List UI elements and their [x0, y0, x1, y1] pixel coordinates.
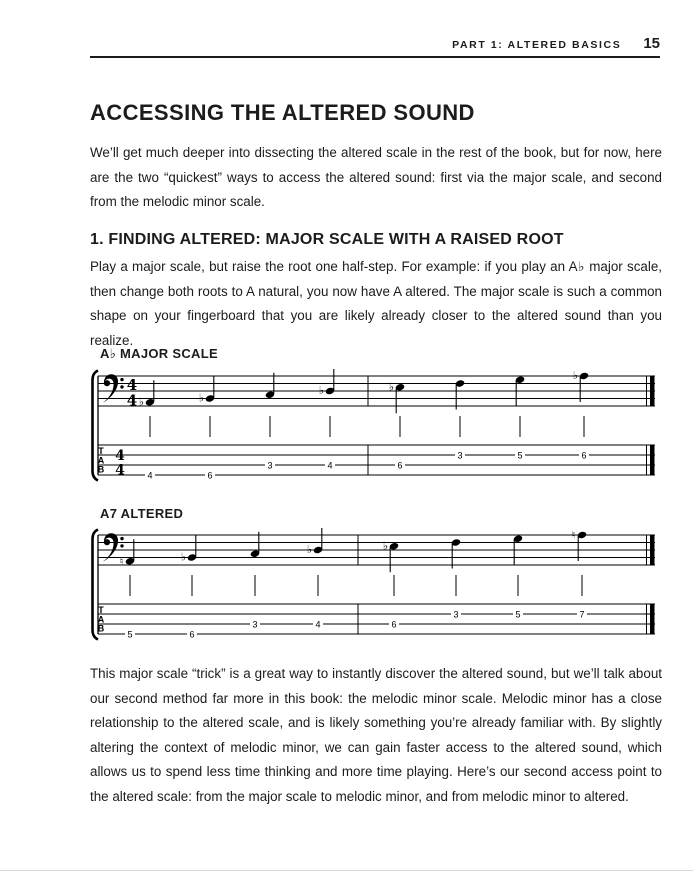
svg-text:5: 5 — [517, 450, 523, 461]
svg-text:♮: ♮ — [571, 530, 576, 541]
section-paragraph: Play a major scale, but raise the root one half-step. For example: if you play an A♭ major scale, then change both roots to A natural, you now have A altered. The major scale is such a common shape on your fingerboard that you are likely already closer to the altered sound than you realize. — [90, 259, 662, 348]
section-heading: 1. FINDING ALTERED: MAJOR SCALE WITH A RAISED ROOT — [90, 231, 564, 248]
example-label-ab-major-scale: A♭ MAJOR SCALE — [100, 346, 218, 361]
svg-text:B: B — [97, 623, 105, 634]
svg-text:A: A — [97, 455, 105, 466]
svg-text:A: A — [97, 614, 105, 625]
svg-text:♭: ♭ — [180, 550, 187, 564]
example-label-a7-altered: A7 ALTERED — [100, 506, 184, 521]
svg-text:♭: ♭ — [388, 380, 395, 394]
svg-text:T: T — [98, 605, 104, 615]
svg-text:4: 4 — [315, 619, 321, 630]
svg-text:6: 6 — [391, 619, 397, 630]
running-header — [90, 35, 660, 52]
svg-text:♭: ♭ — [572, 369, 579, 382]
music-system-ab-major-scale — [90, 368, 660, 483]
svg-text:6: 6 — [397, 460, 403, 471]
svg-text:B: B — [97, 464, 105, 475]
svg-text:♭: ♭ — [382, 539, 389, 553]
page-title: ACCESSING THE ALTERED SOUND — [90, 100, 475, 125]
svg-text:6: 6 — [207, 470, 213, 481]
header-rule — [90, 56, 660, 58]
intro-paragraph: We’ll get much deeper into dissecting the altered scale in the rest of the book, but for now, here are the two “quickest” ways to access the altered sound: first via the major scale, and second from the melodic minor scale. — [90, 145, 662, 209]
svg-text:♭: ♭ — [318, 384, 325, 397]
svg-text:3: 3 — [267, 460, 273, 471]
svg-text:4: 4 — [115, 448, 125, 464]
svg-text:3: 3 — [457, 450, 463, 461]
page-number: 15 — [643, 35, 660, 52]
svg-text:4: 4 — [126, 375, 138, 394]
svg-text:3: 3 — [453, 609, 459, 620]
svg-text:♭: ♭ — [306, 543, 313, 556]
svg-text:7: 7 — [579, 609, 585, 620]
part-label: PART 1: ALTERED BASICS — [452, 39, 622, 51]
svg-text:4: 4 — [147, 470, 153, 481]
svg-text:♭: ♭ — [198, 391, 205, 405]
svg-text:6: 6 — [189, 629, 195, 640]
svg-text:5: 5 — [515, 609, 521, 620]
svg-text:4: 4 — [126, 391, 138, 410]
outro-paragraph: This major scale “trick” is a great way to instantly discover the altered sound, but we’ll talk about our second method far more in this book: the melodic minor scale. Melodic minor has a close relationship to the altered scale, and is likely something you’re already familiar with. By slightly altering the context of melodic minor, we can gain faster access to the altered sound, which allows us to spend less time thinking and more time playing. Here’s our second access point to the altered scale: from the major scale to melodic minor, and from melodic minor to altered. — [90, 666, 662, 804]
svg-text:♭: ♭ — [138, 395, 145, 409]
svg-text:♮: ♮ — [119, 556, 124, 568]
page-bottom-rule — [0, 870, 693, 871]
svg-text:T: T — [98, 446, 104, 456]
svg-text:3: 3 — [252, 619, 258, 630]
svg-text:4: 4 — [115, 462, 125, 479]
svg-text:6: 6 — [581, 450, 587, 461]
music-system-a7-altered — [90, 527, 660, 642]
svg-text:4: 4 — [327, 460, 333, 471]
svg-text:5: 5 — [127, 629, 133, 640]
